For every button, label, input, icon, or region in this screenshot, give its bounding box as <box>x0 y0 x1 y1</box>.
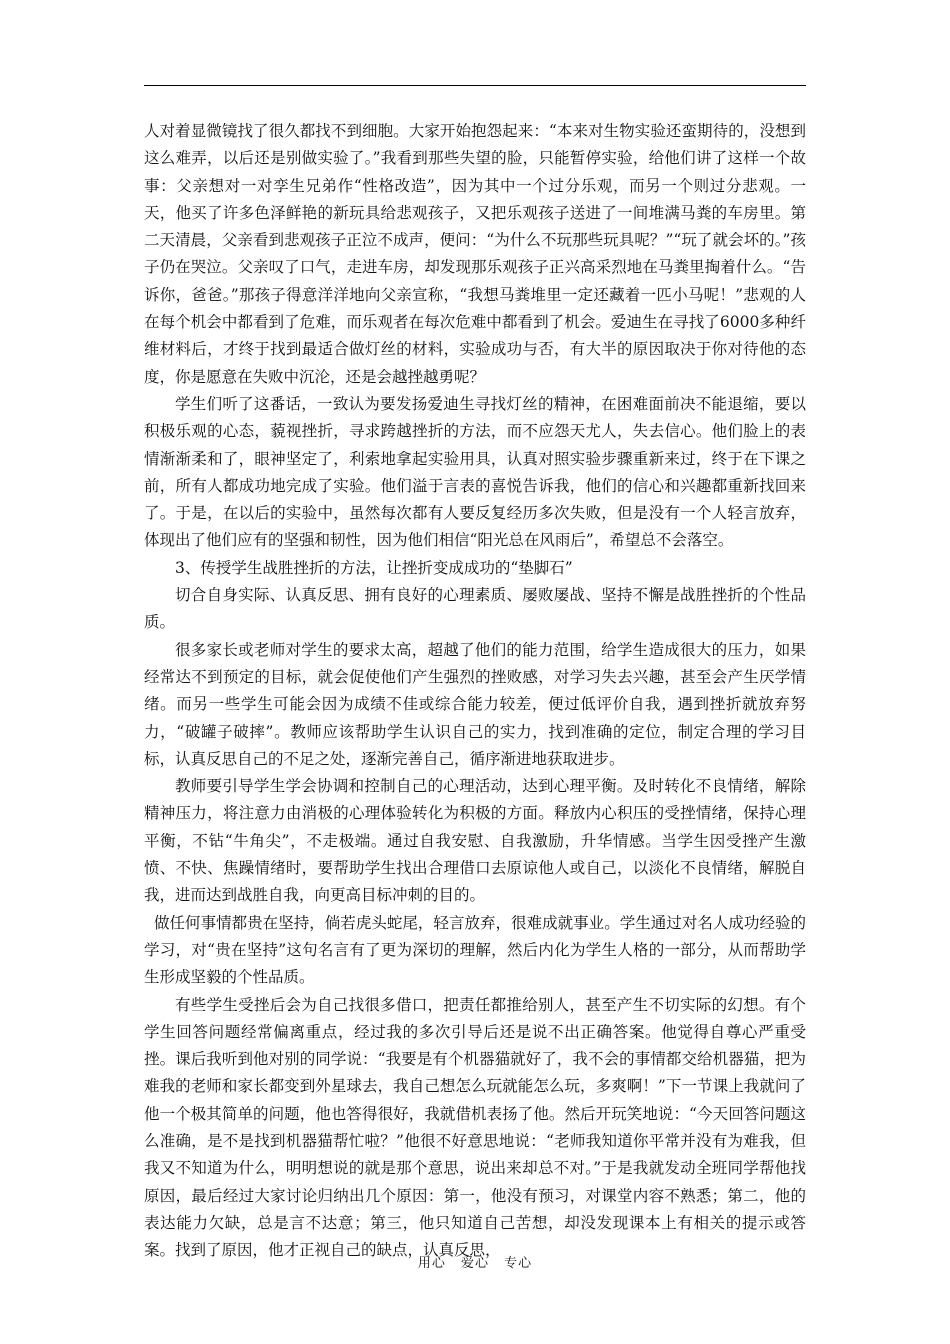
paragraph-6: 教师要引导学生学会协调和控制自己的心理活动，达到心理平衡。及时转化不良情绪，解除精神压力，将注意力由消极的心理体验转化为积极的方面。释放内心积压的受挫情绪，保持心理平衡，不钻“牛角尖”，不走极端。通过自我安慰、自我激励，升华情感。当学生因受挫产生激愤、不快、焦躁情绪时，要帮助学生找出合理借口去原谅他人或自己，以淡化不良情绪，解脱自我，进而达到战胜自我，向更高目标冲刺的目的。 <box>144 777 806 905</box>
paragraph-7: 做任何事情都贵在坚持，倘若虎头蛇尾，轻言放弃，很难成就事业。学生通过对名人成功经验的学习，对“贵在坚持”这句名言有了更为深切的理解，然后内化为学生人格的一部分，从而帮助学生形成坚毅的个性品质。 <box>144 913 806 987</box>
document-body <box>144 118 806 1264</box>
paragraph-5: 很多家长或老师对学生的要求太高，超越了他们的能力范围，给学生造成很大的压力，如果经常达不到预定的目标，就会促使他们产生强烈的挫败感，对学习失去兴趣，甚至会产生厌学情绪。而另一些学生可能会因为成绩不佳或综合能力较差，便过低评价自我，遇到挫折就放弃努力，“破罐子破摔”。教师应该帮助学生认识自己的实力，找到准确的定位，制定合理的学习目标，认真反思自己的不足之处，逐渐完善自己，循序渐进地获取进步。 <box>144 640 806 768</box>
paragraph-4: 切合自身实际、认真反思、拥有良好的心理素质、屡败屡战、坚持不懈是战胜挫折的个性品质。 <box>144 586 806 632</box>
paragraph-8: 有些学生受挫后会为自己找很多借口，把责任都推给别人，甚至产生不切实际的幻想。有个学生回答问题经常偏离重点，经过我的多次引导后还是说不出正确答案。他觉得自尊心严重受挫。课后我听到他对别的同学说：“我要是有个机器猫就好了，我不会的事情都交给机器猫，把为难我的老师和家长都变到外星球去，我自己想怎么玩就能怎么玩，多爽啊！”下一节课上我就问了他一个极其简单的问题，他也答得很好，我就借机表扬了他。然后开玩笑地说：“今天回答问题这么准确，是不是找到机器猫帮忙啦？”他很不好意思地说：“老师我知道你平常并没有为难我，但我又不知道为什么，明明想说的就是那个意思，说出来却总不对。”于是我就发动全班同学帮他找原因，最后经过大家讨论归纳出几个原因：第一，他没有预习，对课堂内容不熟悉；第二，他的表达能力欠缺，总是言不达意；第三，他只知道自己苦想，却没发现课本上有相关的提示或答案。找到了原因，他才正视自己的缺点，认真反思， <box>144 995 806 1260</box>
header-rule <box>144 85 806 86</box>
paragraph-2: 学生们听了这番话，一致认为要发扬爱迪生寻找灯丝的精神，在困难面前决不能退缩，要以积极乐观的心态，藐视挫折，寻求跨越挫折的方法，而不应怨天尤人，失去信心。他们脸上的表情渐渐柔和了，眼神坚定了，利索地拿起实验用具，认真对照实验步骤重新来过，终于在下课之前，所有人都成功地完成了实验。他们溢于言表的喜悦告诉我，他们的信心和兴趣都重新找回来了。于是，在以后的实验中，虽然每次都有人要反复经历多次失败，但是没有一个人轻言放弃，体现出了他们应有的坚强和韧性，因为他们相信“阳光总在风雨后”，希望总不会落空。 <box>144 394 806 550</box>
section-heading: 3、传授学生战胜挫折的方法，让挫折变成成功的“垫脚石” <box>175 558 573 577</box>
page-footer: 用心 爱心 专心 <box>417 1256 533 1271</box>
paragraph-1: 人对着显微镜找了很久都找不到细胞。大家开始抱怨起来：“本来对生物实验还蛮期待的，没想到这么难弄，以后还是别做实验了。”我看到那些失望的脸，只能暂停实验，给他们讲了这样一个故事：父亲想对一对孪生兄弟作“性格改造”，因为其中一个过分乐观，而另一个则过分悲观。一天，他买了许多色泽鲜艳的新玩具给悲观孩子，又把乐观孩子送进了一间堆满马粪的车房里。第二天清晨，父亲看到悲观孩子正泣不成声，便问：“为什么不玩那些玩具呢？”“玩了就会坏的。”孩子仍在哭泣。父亲叹了口气，走进车房，却发现那乐观孩子正兴高采烈地在马粪里掏着什么。“告诉你，爸爸。”那孩子得意洋洋地向父亲宣称，“我想马粪堆里一定还藏着一匹小马呢！”悲观的人在每个机会中都看到了危难，而乐观者在每次危难中都看到了机会。爱迪生在寻找了6000多种纤维材料后，才终于找到最适合做灯丝的材料，实验成功与否，有大半的原因取决于你对待他的态度，你是愿意在失败中沉沦，还是会越挫越勇呢？ <box>144 122 806 386</box>
